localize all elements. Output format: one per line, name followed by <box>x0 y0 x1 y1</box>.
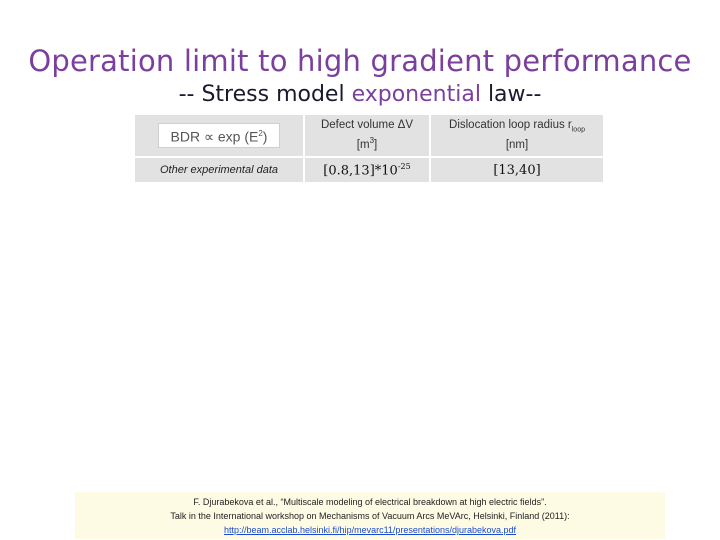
defect-volume-value: $[0.8,13]*10^{-25}$ <box>303 158 429 184</box>
reference-line-1: F. Djurabekova et al., “Multiscale modeling of electrical breakdown at high electric fields”. <box>193 497 547 507</box>
table-header-row <box>135 115 603 158</box>
slide-title: Operation limit to high gradient performance <box>28 44 692 78</box>
loop-radius-value: [13,40] <box>429 158 603 184</box>
reference-line-2: Talk in the International workshop on Mechanisms of Vacuum Arcs MeVArc, Helsinki, Finland (2011): <box>170 511 570 521</box>
subtitle-prefix: -- Stress model <box>178 82 345 107</box>
parameters-table <box>135 115 603 184</box>
slide-subtitle <box>0 82 720 107</box>
row-label: Other experimental data <box>135 158 303 184</box>
reference-box <box>75 492 665 539</box>
table-row <box>135 158 603 184</box>
bdr-formula: BDR ∝ $\exp (E^2)$ <box>158 123 281 148</box>
formula-cell <box>135 115 303 158</box>
defect-volume-header: Defect volume ΔV $[m^3]$ <box>303 115 429 158</box>
subtitle-accent: exponential <box>351 82 481 107</box>
loop-radius-header: Dislocation loop radius $r_{loop}$ [nm] <box>429 115 603 158</box>
reference-link[interactable]: http://beam.acclab.helsinki.fi/hip/mevarc11/presentations/djurabekova.pdf <box>224 525 516 535</box>
subtitle-suffix: law-- <box>487 82 542 107</box>
